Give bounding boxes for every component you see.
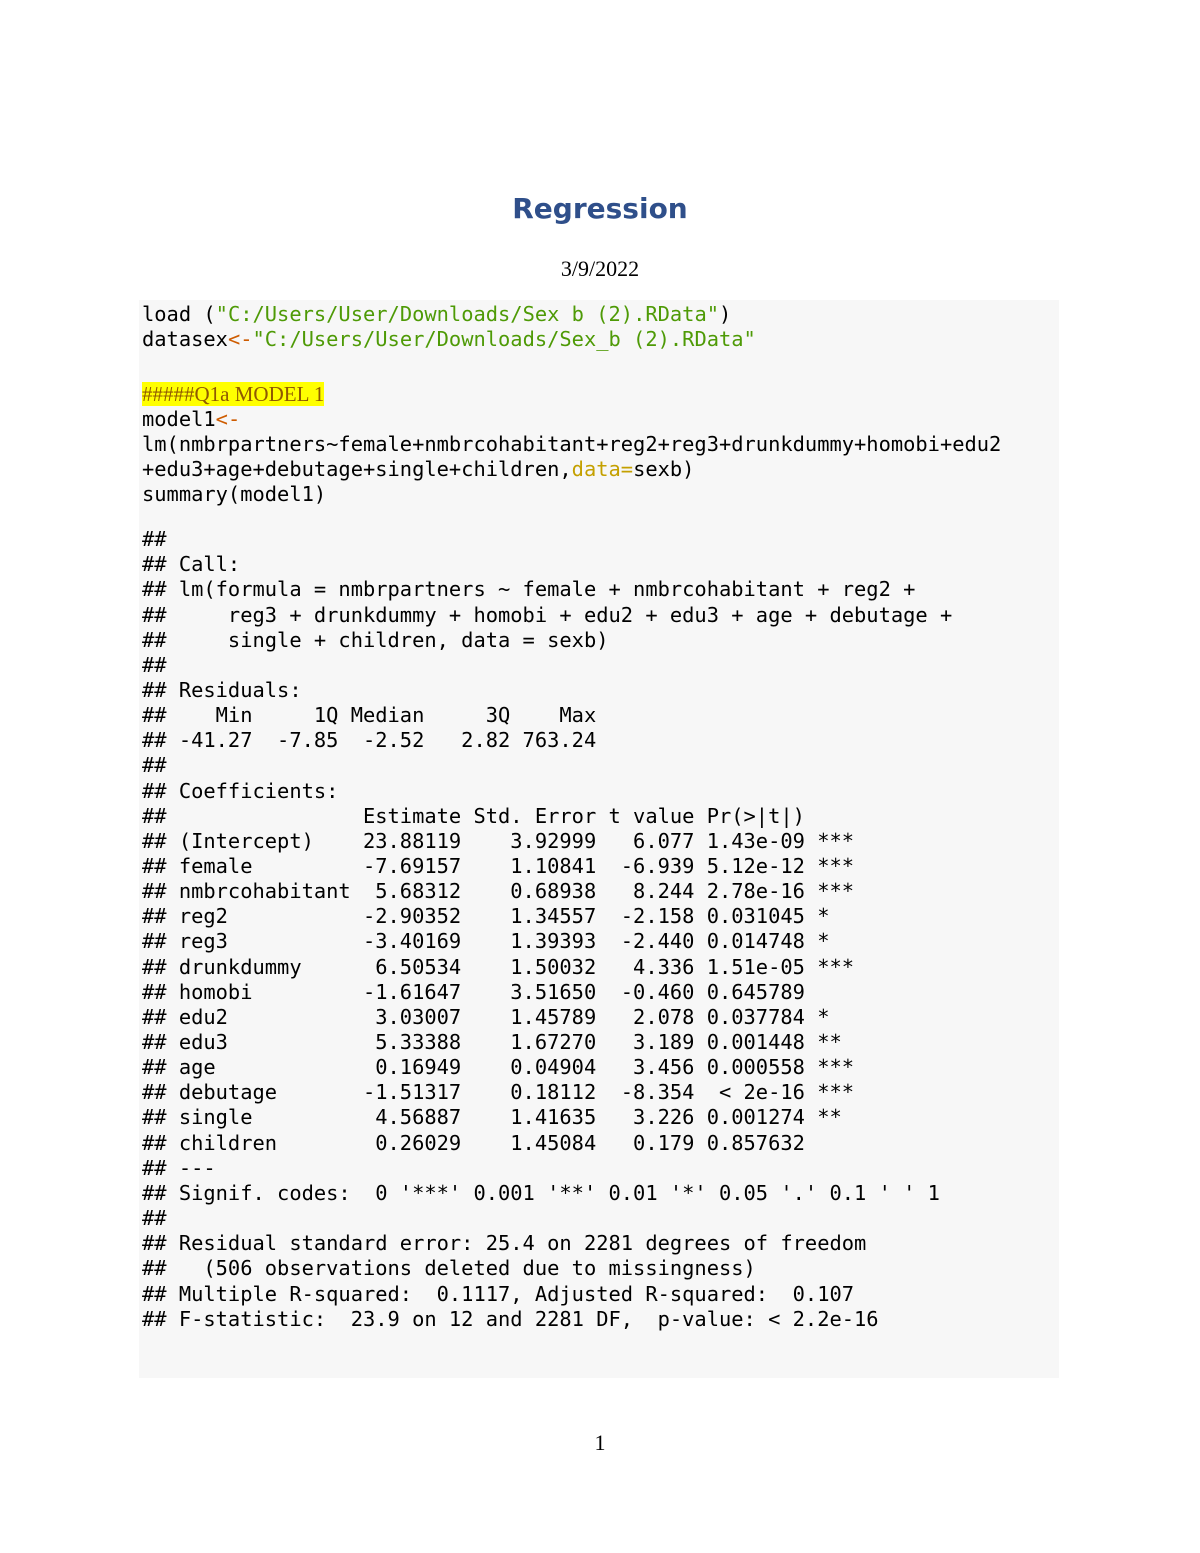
code-line-load: load ("C:/Users/User/Downloads/Sex b (2).RData") [142, 302, 732, 326]
output-line: ## Multiple R-squared: 0.1117, Adjusted R-squared: 0.107 [142, 1281, 855, 1306]
output-line: ## edu3 5.33388 1.67270 3.189 0.001448 ** [142, 1030, 842, 1054]
output-line: ## Residuals: [142, 677, 302, 702]
output-line: ## (506 observations deleted due to missingness) [142, 1256, 756, 1281]
code-line-model-assign: model1<- [142, 407, 241, 431]
output-line: ## [142, 652, 167, 677]
code-line-assign: datasex<-"C:/Users/User/Downloads/Sex_b (2).RData" [142, 327, 756, 351]
output-line: ## F-statistic: 23.9 on 12 and 2281 DF, p-value: < 2.2e-16 [142, 1306, 879, 1331]
page-number: 1 [594, 1430, 606, 1455]
output-line: ## lm(formula = nmbrpartners ~ female + nmbrcohabitant + reg2 + [142, 577, 916, 602]
output-line: ## (Intercept) 23.88119 3.92999 6.077 1.43e-09 *** [142, 828, 855, 853]
output-line: ## Signif. codes: 0 '***' 0.001 '**' 0.01 '*' 0.05 '.' 0.1 ' ' 1 [142, 1180, 940, 1205]
output-line: ## Call: [142, 552, 241, 577]
assign-path-string: "C:/Users/User/Downloads/Sex_b (2).RData" [252, 327, 756, 351]
output-line: ## female -7.69157 1.10841 -6.939 5.12e-12 *** [142, 854, 855, 878]
code-line-summary: summary(model1) [142, 482, 327, 506]
output-line: ## reg2 -2.90352 1.34557 -2.158 0.031045 * [142, 904, 830, 929]
output-line: ## -41.27 -7.85 -2.52 2.82 763.24 [142, 728, 597, 753]
output-line: ## --- [142, 1155, 216, 1180]
document-date: 3/9/2022 [560, 256, 640, 281]
output-line: ## drunkdummy 6.50534 1.50032 4.336 1.51e-05 *** [142, 954, 855, 979]
output-line: ## reg3 + drunkdummy + homobi + edu2 + edu3 + age + debutage + [142, 602, 953, 627]
output-line: ## children 0.26029 1.45084 0.179 0.857632 [142, 1130, 805, 1155]
code-line-lm: lm(nmbrpartners~female+nmbrcohabitant+reg2+reg3+drunkdummy+homobi+edu2 [142, 432, 1002, 456]
code-line-comment [142, 382, 324, 407]
output-line: ## Coefficients: [142, 778, 339, 803]
output-line: ## homobi -1.61647 3.51650 -0.460 0.645789 [142, 979, 805, 1004]
output-line: ## [142, 1206, 167, 1230]
output-line: ## Estimate Std. Error t value Pr(>|t|) [142, 803, 805, 828]
output-line: ## reg3 -3.40169 1.39393 -2.440 0.014748 * [142, 929, 830, 954]
output-line: ## age 0.16949 0.04904 3.456 0.000558 *** [142, 1055, 855, 1080]
output-line: ## [142, 527, 167, 551]
highlighted-comment: #####Q1a MODEL 1 [142, 382, 325, 406]
load-path-string: "C:/Users/User/Downloads/Sex b (2).RData" [215, 302, 719, 326]
output-line: ## Min 1Q Median 3Q Max [142, 703, 597, 727]
code-line-lm-cont: +edu3+age+debutage+single+children,data=sexb) [142, 457, 695, 481]
output-line: ## single 4.56887 1.41635 3.226 0.001274 ** [142, 1105, 842, 1130]
output-line: ## [142, 753, 167, 778]
output-line: ## Residual standard error: 25.4 on 2281 degrees of freedom [142, 1231, 867, 1256]
output-line: ## edu2 3.03007 1.45789 2.078 0.037784 * [142, 1004, 830, 1029]
output-line: ## single + children, data = sexb) [142, 627, 609, 652]
document-title: Regression [512, 192, 688, 225]
output-line: ## debutage -1.51317 0.18112 -8.354 < 2e-16 *** [142, 1080, 855, 1105]
output-line: ## nmbrcohabitant 5.68312 0.68938 8.244 2.78e-16 *** [142, 879, 855, 904]
